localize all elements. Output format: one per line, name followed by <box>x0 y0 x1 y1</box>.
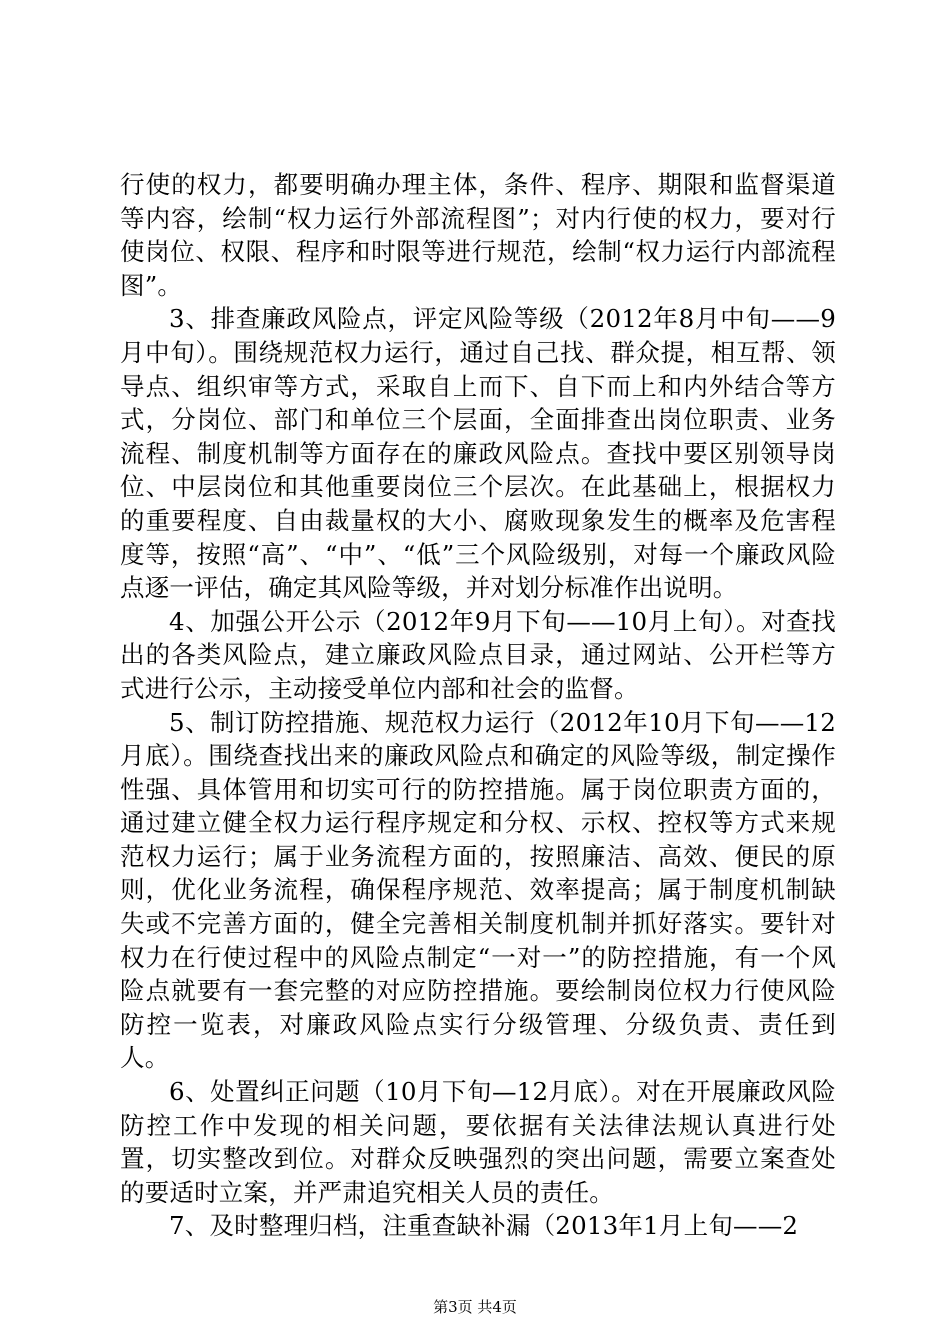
paragraph-item-3: 3、排查廉政风险点，评定风险等级（2012年8月中旬——9月中旬）。围绕规范权力运行，通过自己找、群众提，相互帮、领导点、组织审等方式，采取自上而下、自下而上和内外结合等方式，分岗位、部门和单位三个层面，全面排查出岗位职责、业务流程、制度机制等方面存在的廉政风险点。查找中要区别领导岗位、中层岗位和其他重要岗位三个层次。在此基础上，根据权力的重要程度、自由裁量权的大小、腐败现象发生的概率及危害程度等，按照“高”、“中”、“低”三个风险级别，对每一个廉政风险点逐一评估，确定其风险等级，并对划分标准作出说明。 <box>120 304 836 603</box>
page-number: 第3页 共4页 <box>433 1298 517 1316</box>
paragraph-item-7: 7、及时整理归档，注重查缺补漏（2013年1月上旬——2 <box>169 1211 799 1241</box>
page-footer <box>0 1297 950 1317</box>
document-body <box>120 168 836 1243</box>
paragraph-item-6: 6、处置纠正问题（10月下旬—12月底）。对在开展廉政风险防控工作中发现的相关问题，要依据有关法律法规认真进行处置，切实整改到位。对群众反映强烈的突出问题，需要立案查处的要适时立案，并严肃追究相关人员的责任。 <box>120 1077 836 1207</box>
paragraph-item-4: 4、加强公开公示（2012年9月下旬——10月上旬）。对查找出的各类风险点，建立廉政风险点目录，通过网站、公开栏等方式进行公示，主动接受单位内部和社会的监督。 <box>120 606 836 703</box>
paragraph-item-5: 5、制订防控措施、规范权力运行（2012年10月下旬——12月底）。围绕查找出来的廉政风险点和确定的风险等级，制定操作性强、具体管用和切实可行的防控措施。属于岗位职责方面的，通过建立健全权力运行程序规定和分权、示权、控权等方式来规范权力运行；属于业务流程方面的，按照廉洁、高效、便民的原则，优化业务流程，确保程序规范、效率提高；属于制度机制缺失或不完善方面的，健全完善相关制度机制并抓好落实。要针对权力在行使过程中的风险点制定“一对一”的防控措施，有一个风险点就要有一套完整的对应防控措施。要绘制岗位权力行使风险防控一览表，对廉政风险点实行分级管理、分级负责、责任到人。 <box>120 707 836 1073</box>
paragraph-continuation: 行使的权力，都要明确办理主体，条件、程序、期限和监督渠道等内容，绘制“权力运行外部流程图”；对内行使的权力，要对行使岗位、权限、程序和时限等进行规范，绘制“权力运行内部流程图”。 <box>120 170 836 300</box>
